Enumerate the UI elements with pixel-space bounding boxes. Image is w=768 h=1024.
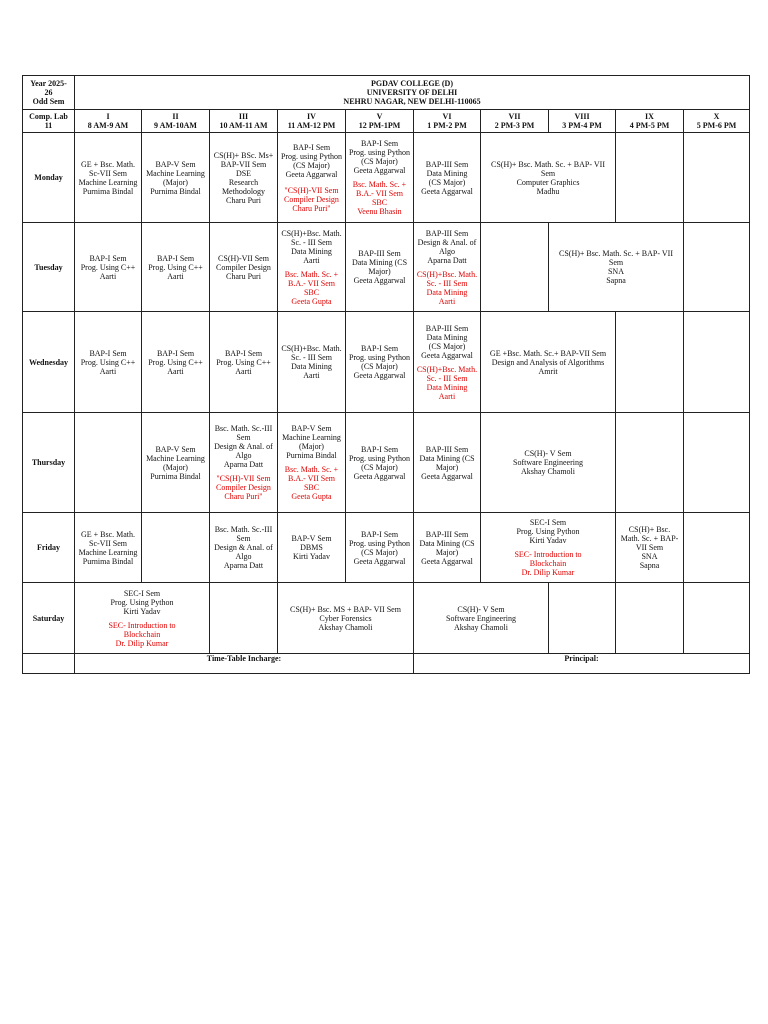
- text-line: Purnima Bindal: [286, 451, 337, 460]
- text-line: Data Mining: [426, 382, 468, 392]
- header-row: [23, 76, 750, 110]
- text-line: Bsc. Math. Sc. +: [284, 465, 339, 474]
- text-line: Charu Puri": [292, 203, 331, 213]
- period-header: X 5 PM-6 PM: [684, 110, 750, 133]
- text-line: BAP-VII Sem: [220, 159, 267, 169]
- text-line: Sc. - III Sem: [291, 237, 332, 247]
- text-line: Prog. using Python: [280, 151, 343, 161]
- text-line: Design & Anal. of: [214, 543, 273, 552]
- text-line: Sapna: [606, 276, 626, 285]
- period-header: III 10 AM-11 AM: [210, 110, 278, 133]
- text-line: Data Mining (CS: [419, 538, 475, 548]
- text-line: BAP-V Sem: [291, 424, 332, 433]
- text-line: DBMS: [300, 543, 323, 552]
- text-line: (CS Major): [428, 177, 466, 187]
- text-line: Algo: [235, 552, 252, 561]
- empty-cell: [142, 513, 210, 583]
- class-cell: [481, 312, 616, 413]
- text-line: SNA: [641, 552, 658, 561]
- empty-cell: [75, 413, 142, 513]
- text-line: SEC- Introduction to: [514, 550, 582, 559]
- text-line: BAP-III Sem: [425, 529, 469, 539]
- text-line: Compiler Design: [216, 483, 271, 492]
- text-line: Madhu: [536, 186, 560, 196]
- text-line: Design & Anal. of: [214, 442, 273, 451]
- text-line: BAP-I Sem: [292, 142, 331, 152]
- principal: Principal:: [414, 654, 750, 674]
- text-line: Kirti Yadav: [293, 552, 330, 561]
- text-line: Sem: [236, 433, 251, 442]
- text-line: Akshay Chamoli: [521, 467, 575, 476]
- text-line: Cyber Forensics: [319, 613, 372, 623]
- text-line: (CS Major): [361, 157, 398, 166]
- text-line: Machine Learning: [146, 168, 205, 178]
- text-line: PGDAV COLLEGE (D): [371, 79, 453, 88]
- text-line: Prog. Using C++: [80, 262, 136, 272]
- wednesday-row: [23, 312, 750, 413]
- period-row: [23, 110, 750, 133]
- day-label: Thursday: [23, 413, 75, 513]
- class-cell: [210, 223, 278, 312]
- empty-cell: [684, 583, 750, 654]
- text-line: Machine Learning: [78, 547, 138, 557]
- text-line: Data Mining: [291, 362, 332, 371]
- text-line: BAP-I Sem: [89, 253, 127, 263]
- day-label: Monday: [23, 133, 75, 223]
- text-line: Prog. using Python: [348, 538, 411, 548]
- college-header: [75, 76, 750, 110]
- class-cell: [346, 223, 414, 312]
- period-header: I 8 AM-9 AM: [75, 110, 142, 133]
- text-line: Sc-VII Sem: [89, 538, 127, 548]
- text-line: Blockchain: [123, 629, 161, 639]
- text-line: Sc. - III Sem: [291, 353, 332, 362]
- empty-cell: [23, 654, 75, 674]
- text-line: "CS(H)-VII Sem: [284, 185, 339, 195]
- period-header: IX 4 PM-5 PM: [616, 110, 684, 133]
- text-line: Prog. using Python: [348, 148, 411, 157]
- text-line: BAP-I Sem: [360, 529, 399, 539]
- class-cell: [75, 583, 210, 654]
- text-line: BAP-III Sem: [358, 249, 401, 258]
- text-line: Dr. Dilip Kumar: [115, 638, 169, 648]
- text-line: 26: [44, 88, 53, 97]
- text-line: Dr. Dilip Kumar: [521, 568, 575, 577]
- text-line: Aarti: [167, 366, 184, 376]
- text-line: (CS Major): [428, 341, 466, 351]
- text-line: BAP-I Sem: [360, 139, 399, 148]
- text-line: Geeta Aggarwal: [421, 186, 473, 196]
- text-line: Geeta Aggarwal: [421, 471, 473, 481]
- text-line: Prog. Using C++: [216, 357, 271, 367]
- text-line: BAP-III Sem: [425, 159, 469, 169]
- text-line: (CS Major): [361, 547, 398, 557]
- text-line: Aarti: [303, 255, 320, 265]
- class-cell: [75, 223, 142, 312]
- text-line: Aarti: [438, 391, 456, 401]
- text-line: Akshay Chamoli: [318, 622, 373, 632]
- year-cell: [23, 76, 75, 110]
- text-line: Major): [435, 547, 459, 557]
- monday-row: [23, 133, 750, 223]
- class-cell: [278, 583, 414, 654]
- text-line: BAP-I Sem: [224, 348, 263, 358]
- text-line: Design and Analysis of Algorithms: [491, 357, 605, 367]
- text-line: Methodology: [221, 186, 266, 196]
- text-line: CS(H)+ Bsc. Math. Sc. + BAP- VII: [491, 159, 605, 169]
- text-line: SNA: [607, 267, 624, 276]
- class-cell: [278, 133, 346, 223]
- text-line: CS(H)+ BSc. Ms+: [213, 150, 274, 160]
- friday-row: [23, 513, 750, 583]
- class-cell: [414, 133, 481, 223]
- text-line: Software Engineering: [446, 613, 516, 623]
- text-line: B.A.- VII Sem: [288, 278, 335, 288]
- class-cell: [210, 133, 278, 223]
- class-cell: [75, 133, 142, 223]
- timetable: [22, 75, 750, 674]
- text-line: Data Mining: [426, 287, 468, 297]
- text-line: B.A.- VII Sem: [356, 189, 403, 198]
- text-line: Machine Learning: [282, 433, 341, 442]
- class-cell: [142, 223, 210, 312]
- text-line: CS(H)+Bsc. Math.: [281, 344, 342, 353]
- text-line: UNIVERSITY OF DELHI: [366, 88, 458, 97]
- text-line: (Major): [299, 442, 324, 451]
- class-cell: [75, 513, 142, 583]
- text-line: BAP-V Sem: [291, 534, 332, 543]
- text-line: BAP-V Sem: [155, 444, 196, 454]
- class-cell: [142, 312, 210, 413]
- text-line: Machine Learning: [146, 453, 205, 463]
- empty-cell: [549, 583, 616, 654]
- day-label: Friday: [23, 513, 75, 583]
- text-line: SBC: [371, 198, 388, 207]
- text-line: Design & Anal. of: [417, 237, 477, 247]
- class-cell: [210, 513, 278, 583]
- text-line: Geeta Gupta: [291, 492, 332, 501]
- text-line: SEC-I Sem: [123, 588, 161, 598]
- text-line: Odd Sem: [32, 97, 65, 106]
- day-label: Wednesday: [23, 312, 75, 413]
- text-line: DSE: [235, 168, 252, 178]
- text-line: Sem: [540, 168, 556, 178]
- class-cell: [414, 312, 481, 413]
- text-line: CS(H)+ Bsc. Math. Sc. + BAP- VII: [559, 249, 673, 258]
- lab-cell: [23, 110, 75, 133]
- text-line: Sc. - III Sem: [426, 278, 468, 288]
- text-line: Data Mining (CS: [419, 453, 475, 463]
- text-line: GE + Bsc. Math.: [80, 159, 136, 169]
- text-line: (Major): [163, 462, 188, 472]
- period-header: IV 11 AM-12 PM: [278, 110, 346, 133]
- empty-cell: [684, 413, 750, 513]
- text-line: Sc-VII Sem: [89, 168, 127, 178]
- text-line: GE + Bsc. Math.: [80, 529, 136, 539]
- text-line: Compiler Design: [216, 262, 271, 272]
- period-header: V 12 PM-1PM: [346, 110, 414, 133]
- class-cell: [75, 312, 142, 413]
- class-cell: [346, 413, 414, 513]
- text-line: Bsc. Math. Sc.-III: [214, 424, 273, 433]
- text-line: VII Sem: [635, 543, 664, 552]
- tuesday-row: [23, 223, 750, 312]
- class-cell: [346, 133, 414, 223]
- timetable-incharge: Time-Table Incharge:: [75, 654, 414, 674]
- text-line: Geeta Gupta: [291, 296, 332, 306]
- text-line: Geeta Aggarwal: [353, 276, 406, 285]
- text-line: Aparna Datt: [223, 561, 264, 570]
- text-line: BAP-I Sem: [156, 348, 195, 358]
- text-line: SEC-I Sem: [529, 518, 567, 527]
- period-header: II 9 AM-10AM: [142, 110, 210, 133]
- text-line: CS(H)- V Sem: [524, 449, 572, 458]
- text-line: Research: [228, 177, 259, 187]
- class-cell: [414, 413, 481, 513]
- class-cell: [278, 312, 346, 413]
- text-line: BAP-I Sem: [360, 444, 399, 454]
- text-line: Comp. Lab: [29, 112, 68, 121]
- text-line: Math. Sc. + BAP-: [620, 534, 679, 543]
- text-line: BAP-V Sem: [155, 159, 196, 169]
- text-line: BAP-I Sem: [156, 253, 195, 263]
- text-line: Akshay Chamoli: [454, 622, 508, 632]
- empty-cell: [481, 223, 549, 312]
- text-line: Blockchain: [529, 559, 567, 568]
- text-line: Geeta Aggarwal: [421, 556, 473, 566]
- text-line: Major): [435, 462, 459, 472]
- text-line: Geeta Aggarwal: [353, 371, 406, 380]
- text-line: Purnima Bindal: [150, 186, 201, 196]
- saturday-row: [23, 583, 750, 654]
- empty-cell: [684, 133, 750, 223]
- text-line: Prog. using Python: [348, 453, 411, 463]
- text-line: Charu Puri": [224, 492, 263, 501]
- text-line: GE +Bsc. Math. Sc.+ BAP-VII Sem: [489, 348, 607, 358]
- text-line: SBC: [303, 287, 320, 297]
- footer-row: [23, 654, 750, 674]
- text-line: Purnima Bindal: [150, 471, 201, 481]
- text-line: Computer Graphics: [516, 177, 580, 187]
- empty-cell: [616, 133, 684, 223]
- text-line: Sc. - III Sem: [426, 373, 468, 383]
- text-line: 11: [44, 121, 53, 130]
- empty-cell: [616, 413, 684, 513]
- text-line: Charu Puri: [226, 271, 261, 281]
- text-line: Software Engineering: [513, 458, 583, 467]
- text-line: Geeta Aggarwal: [421, 350, 473, 360]
- text-line: Aparna Datt: [223, 460, 264, 469]
- text-line: Sapna: [639, 561, 660, 570]
- empty-cell: [684, 223, 750, 312]
- text-line: Prog. Using Python: [110, 597, 174, 607]
- class-cell: [414, 513, 481, 583]
- text-line: Year 2025-: [30, 79, 67, 88]
- text-line: Geeta Aggarwal: [353, 166, 406, 175]
- text-line: Major): [368, 267, 391, 276]
- text-line: Aarti: [99, 271, 117, 281]
- text-line: Sem: [236, 534, 251, 543]
- class-cell: [616, 513, 684, 583]
- text-line: Aparna Datt: [427, 255, 467, 265]
- text-line: Purnima Bindal: [82, 556, 134, 566]
- class-cell: [414, 583, 549, 654]
- text-line: Aarti: [99, 366, 117, 376]
- text-line: Aarti: [438, 296, 456, 306]
- class-cell: [142, 413, 210, 513]
- class-cell: [278, 223, 346, 312]
- text-line: CS(H)- V Sem: [457, 604, 505, 614]
- text-line: Bsc. Math. Sc.-III: [214, 525, 273, 534]
- text-line: BAP-I Sem: [360, 344, 399, 353]
- text-line: CS(H)+Bsc. Math.: [416, 269, 478, 279]
- text-line: Aarti: [167, 271, 184, 281]
- text-line: "CS(H)-VII Sem: [216, 474, 271, 483]
- text-line: (Major): [163, 177, 188, 187]
- class-cell: [278, 413, 346, 513]
- text-line: Compiler Design: [284, 194, 339, 204]
- text-line: BAP-I Sem: [89, 348, 127, 358]
- period-header: VII 2 PM-3 PM: [481, 110, 549, 133]
- class-cell: [278, 513, 346, 583]
- text-line: (CS Major): [361, 362, 398, 371]
- text-line: Prog. Using C++: [148, 357, 203, 367]
- text-line: CS(H)-VII Sem: [218, 253, 269, 263]
- class-cell: [549, 223, 684, 312]
- text-line: B.A.- VII Sem: [288, 474, 335, 483]
- text-line: SBC: [303, 483, 320, 492]
- text-line: Aarti: [235, 366, 252, 376]
- class-cell: [210, 312, 278, 413]
- text-line: Bsc. Math. Sc. +: [284, 269, 339, 279]
- class-cell: [414, 223, 481, 312]
- text-line: Prog. Using Python: [516, 527, 580, 536]
- text-line: Data Mining: [426, 168, 468, 178]
- class-cell: [210, 413, 278, 513]
- text-line: BAP-III Sem: [425, 323, 469, 333]
- text-line: BAP-III Sem: [425, 228, 469, 238]
- text-line: SEC- Introduction to: [108, 620, 176, 630]
- day-label: Saturday: [23, 583, 75, 654]
- class-cell: [481, 133, 616, 223]
- class-cell: [142, 133, 210, 223]
- text-line: Amrit: [538, 366, 558, 376]
- text-line: (CS Major): [293, 160, 330, 170]
- text-line: Kirti Yadav: [123, 606, 161, 616]
- text-line: CS(H)+ Bsc.: [628, 525, 671, 534]
- text-line: Prog. using Python: [348, 353, 411, 362]
- day-label: Tuesday: [23, 223, 75, 312]
- text-line: Data Mining: [291, 246, 332, 256]
- period-header: VI 1 PM-2 PM: [414, 110, 481, 133]
- text-line: (CS Major): [361, 462, 398, 472]
- class-cell: [481, 413, 616, 513]
- text-line: Machine Learning: [78, 177, 138, 187]
- thursday-row: [23, 413, 750, 513]
- empty-cell: [616, 583, 684, 654]
- text-line: CS(H)+Bsc. Math.: [416, 364, 478, 374]
- text-line: CS(H)+Bsc. Math.: [281, 228, 342, 238]
- text-line: Veenu Bhasin: [357, 207, 402, 216]
- text-line: Sem: [608, 258, 624, 267]
- class-cell: [481, 513, 616, 583]
- empty-cell: [684, 513, 750, 583]
- text-line: Charu Puri: [226, 195, 261, 205]
- text-line: CS(H)+ Bsc. MS + BAP- VII Sem: [290, 604, 401, 614]
- text-line: Algo: [439, 246, 455, 256]
- text-line: Purnima Bindal: [82, 186, 134, 196]
- text-line: Kirti Yadav: [529, 536, 567, 545]
- text-line: Data Mining: [426, 332, 468, 342]
- text-line: Bsc. Math. Sc. +: [352, 180, 407, 189]
- text-line: Aarti: [303, 371, 320, 380]
- text-line: Geeta Aggarwal: [353, 556, 406, 566]
- period-header: VIII 3 PM-4 PM: [549, 110, 616, 133]
- text-line: Geeta Aggarwal: [285, 169, 338, 179]
- text-line: Geeta Aggarwal: [353, 471, 406, 481]
- class-cell: [346, 312, 414, 413]
- text-line: Data Mining (CS: [351, 258, 408, 267]
- empty-cell: [684, 312, 750, 413]
- text-line: BAP-III Sem: [425, 444, 469, 454]
- text-line: Algo: [235, 451, 252, 460]
- text-line: NEHRU NAGAR, NEW DELHI-110065: [343, 97, 481, 106]
- empty-cell: [616, 312, 684, 413]
- class-cell: [346, 513, 414, 583]
- empty-cell: [210, 583, 278, 654]
- text-line: Prog. Using C++: [80, 357, 136, 367]
- text-line: Prog. Using C++: [148, 262, 203, 272]
